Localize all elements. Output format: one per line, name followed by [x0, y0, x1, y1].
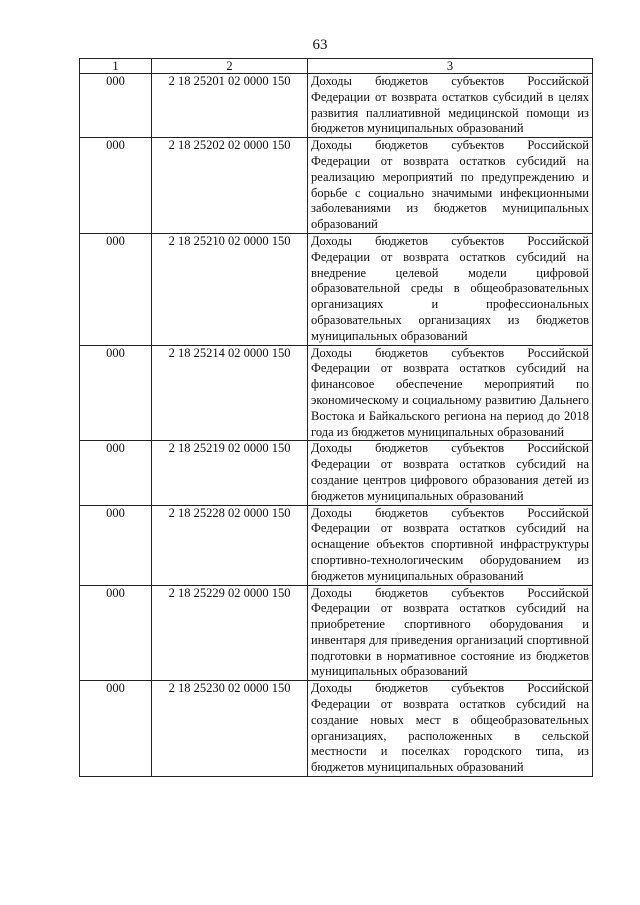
- budget-code-cell: 2 18 25228 02 0000 150: [152, 505, 308, 585]
- budget-code-cell: 2 18 25230 02 0000 150: [152, 681, 308, 777]
- table-row: [80, 681, 593, 777]
- description-cell: Доходы бюджетов субъектов Российской Федерации от возврата остатков субсидий на финансовое обеспечение мероприятий по экономическому и социальному развитию Дальнего Востока и Байкальского региона на период до 2018 года из бюджетов муниципальных образований: [308, 345, 593, 441]
- table-row: [80, 233, 593, 345]
- budget-code-cell: 2 18 25202 02 0000 150: [152, 138, 308, 234]
- column-header-2: 2: [152, 59, 308, 74]
- table-header-row: [80, 59, 593, 74]
- description-cell: Доходы бюджетов субъектов Российской Федерации от возврата остатков субсидий на создание новых мест в общеобразовательных организациях, расположенных в сельской местности и поселках городского типа, из бюджетов муниципальных образований: [308, 681, 593, 777]
- budget-codes-table: [79, 58, 593, 777]
- admin-code-cell: 000: [80, 681, 152, 777]
- admin-code-cell: 000: [80, 505, 152, 585]
- budget-code-cell: 2 18 25201 02 0000 150: [152, 74, 308, 138]
- admin-code-cell: 000: [80, 138, 152, 234]
- description-cell: Доходы бюджетов субъектов Российской Федерации от возврата остатков субсидий в целях развития паллиативной медицинской помощи из бюджетов муниципальных образований: [308, 74, 593, 138]
- description-cell: Доходы бюджетов субъектов Российской Федерации от возврата остатков субсидий на приобретение спортивного оборудования и инвентаря для приведения организаций спортивной подготовки в нормативное состояние из бюджетов муниципальных образований: [308, 585, 593, 681]
- table-row: [80, 585, 593, 681]
- table-row: [80, 505, 593, 585]
- admin-code-cell: 000: [80, 233, 152, 345]
- budget-code-cell: 2 18 25210 02 0000 150: [152, 233, 308, 345]
- table-row: [80, 74, 593, 138]
- column-header-3: 3: [308, 59, 593, 74]
- budget-code-cell: 2 18 25229 02 0000 150: [152, 585, 308, 681]
- column-header-1: 1: [80, 59, 152, 74]
- admin-code-cell: 000: [80, 345, 152, 441]
- description-cell: Доходы бюджетов субъектов Российской Федерации от возврата остатков субсидий на оснащение объектов спортивной инфраструктуры спортивно-технологическим оборудованием из бюджетов муниципальных образований: [308, 505, 593, 585]
- table-row: [80, 441, 593, 505]
- description-cell: Доходы бюджетов субъектов Российской Федерации от возврата остатков субсидий на создание центров цифрового образования детей из бюджетов муниципальных образований: [308, 441, 593, 505]
- table-row: [80, 345, 593, 441]
- description-cell: Доходы бюджетов субъектов Российской Федерации от возврата остатков субсидий на внедрение целевой модели цифровой образовательной среды в общеобразовательных организациях и профессиональных образовательных организациях из бюджетов муниципальных образований: [308, 233, 593, 345]
- description-cell: Доходы бюджетов субъектов Российской Федерации от возврата остатков субсидий на реализацию мероприятий по предупреждению и борьбе с социально значимыми инфекционными заболеваниями из бюджетов муниципальных образований: [308, 138, 593, 234]
- budget-code-cell: 2 18 25219 02 0000 150: [152, 441, 308, 505]
- budget-code-cell: 2 18 25214 02 0000 150: [152, 345, 308, 441]
- admin-code-cell: 000: [80, 585, 152, 681]
- admin-code-cell: 000: [80, 441, 152, 505]
- page-number: 63: [312, 37, 328, 53]
- admin-code-cell: 000: [80, 74, 152, 138]
- table-row: [80, 138, 593, 234]
